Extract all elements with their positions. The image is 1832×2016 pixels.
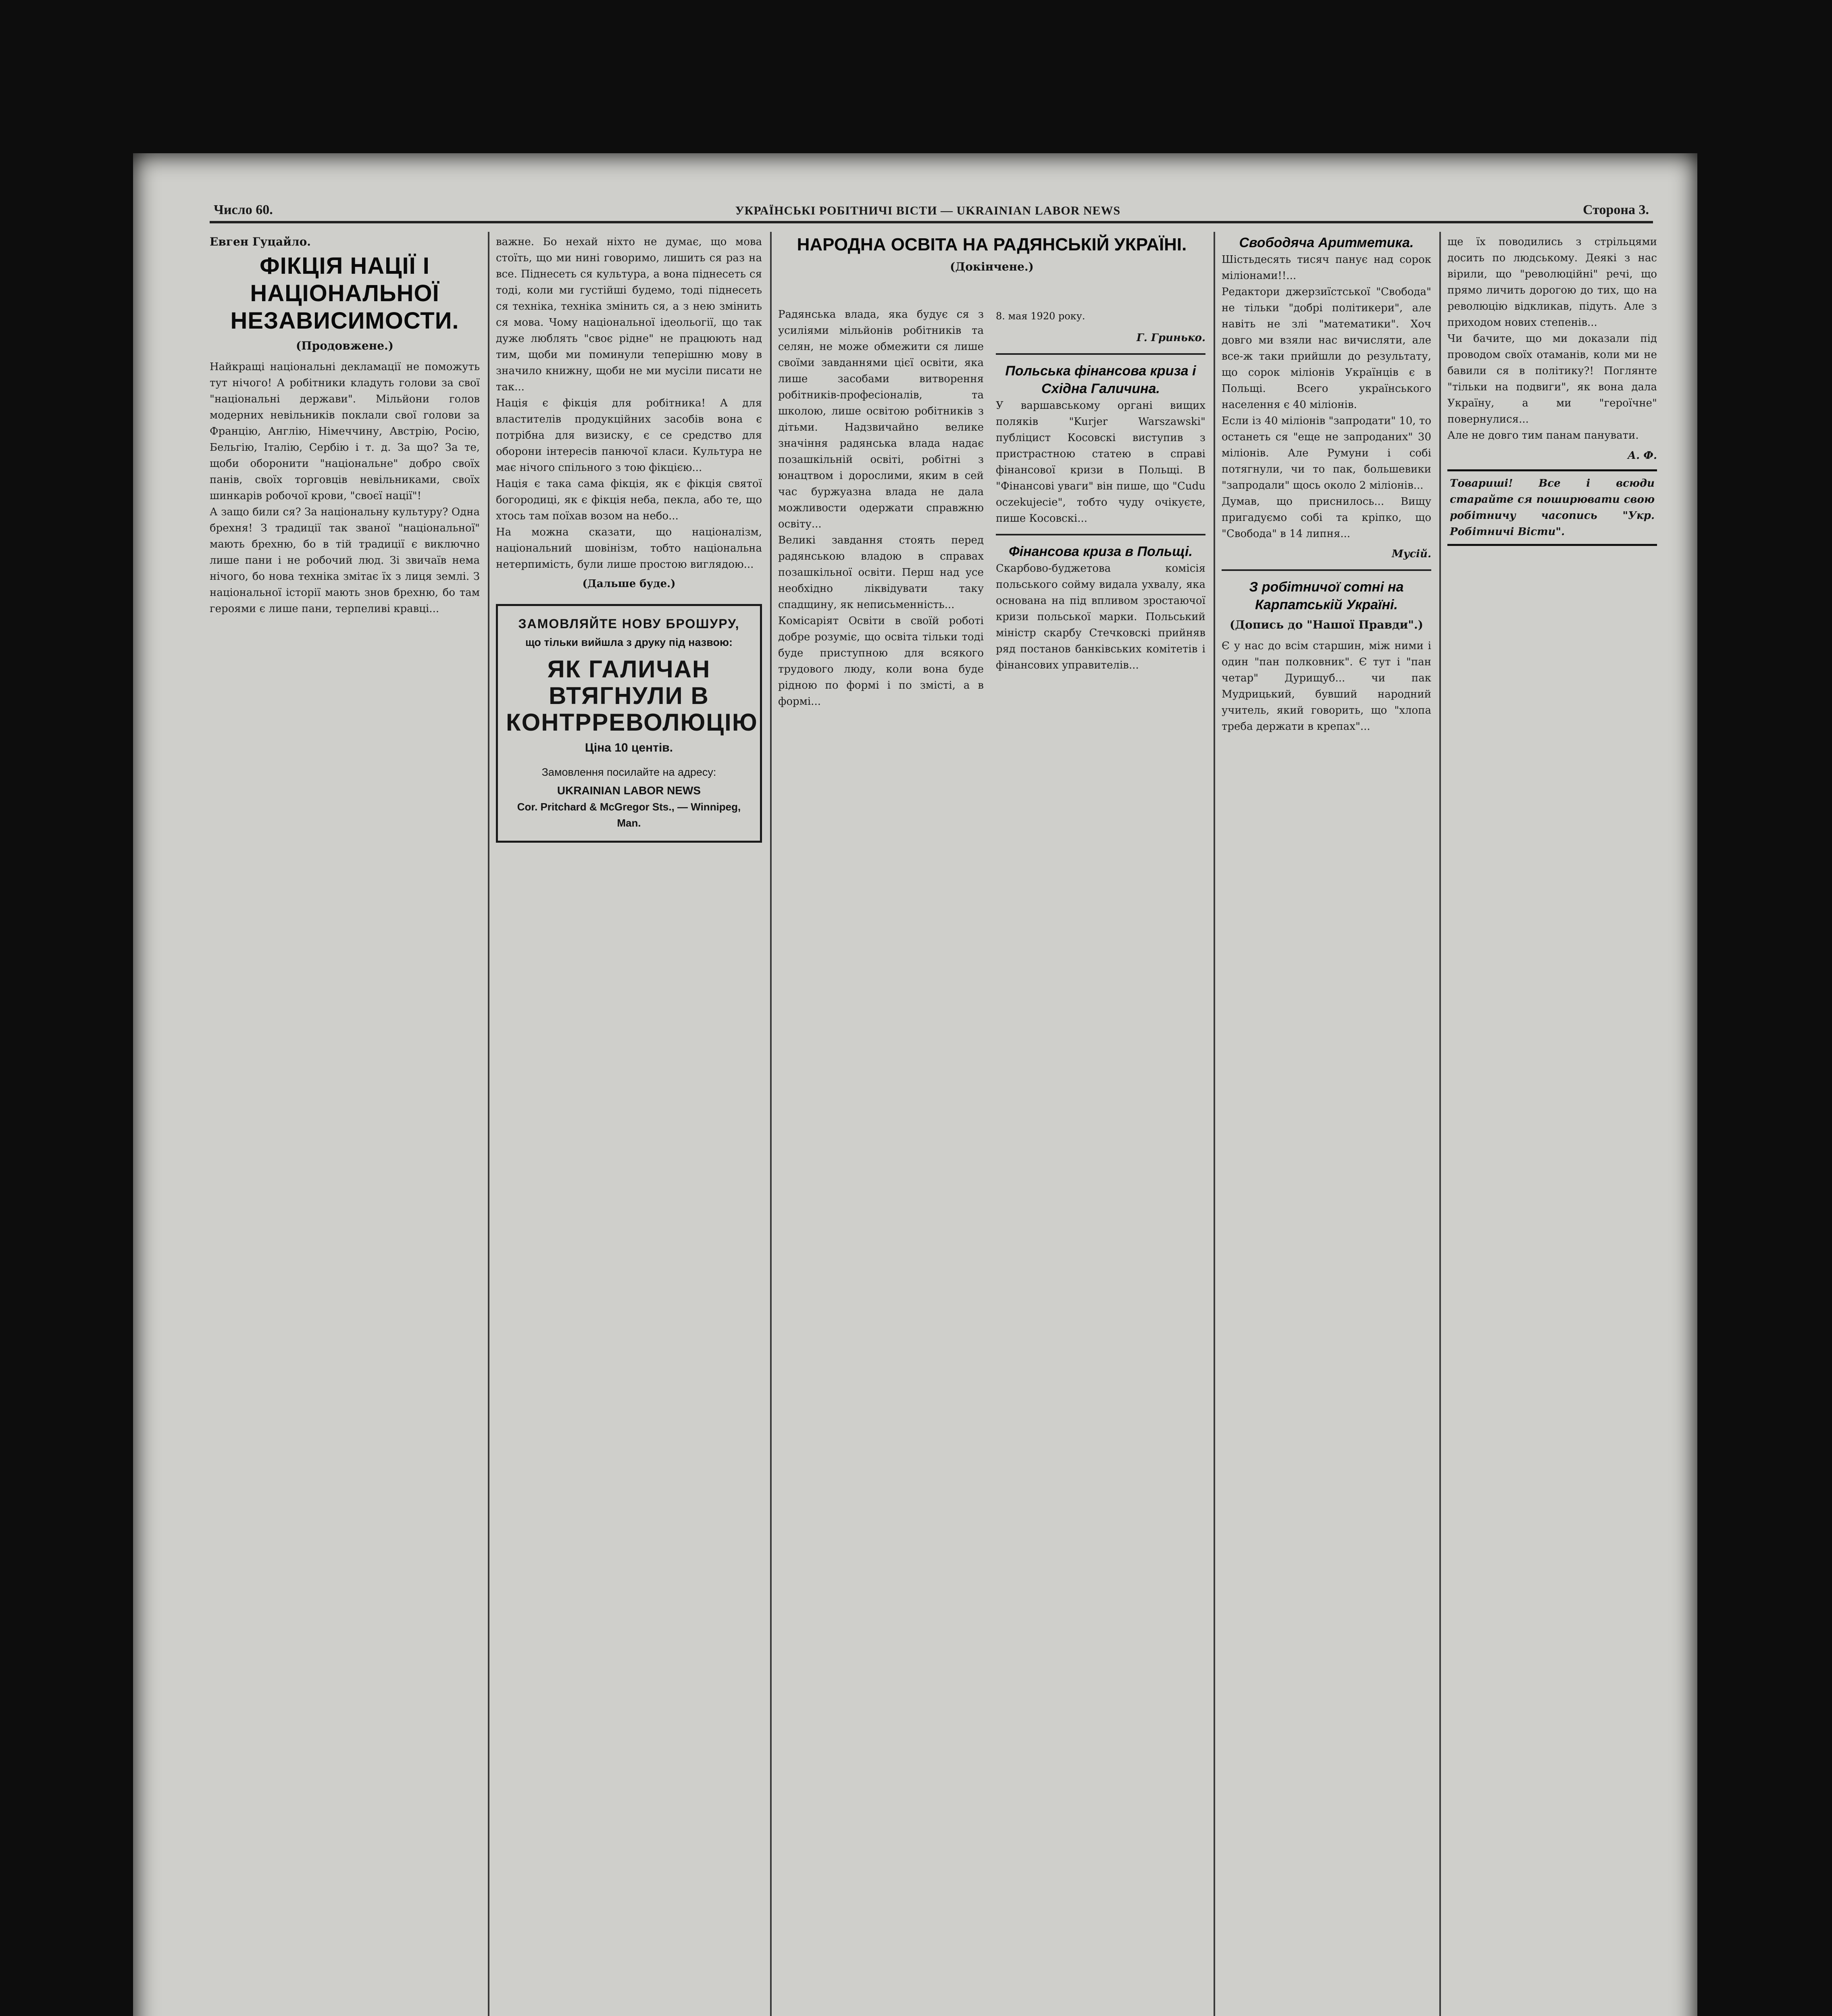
article-body-continued: важне. Бо нехай ніхто не думає, що мова стоїть, що ми нині говоримо, лишить ся раз на все. Піднесеть ся культура, а вона піднесеть ся тоді, коли ми густійші будемо, тоді піднесеть ся техніка, техніка змінить ся, а з нею змінить ся мова. Чому національної ідеольогії, що так дуже люблять "своє рідне" не працюють над тим, щоби ми поминули теперішню мову в значило книжну, щоби не ми мусіли писати не так... Нація є фікція для робітника! А для властителів продукційних засобів вона є потрібна для визиску, є се средство для оборони інтересів панючої класи. Культура не має нічого спільного з тою фікцією... Нація є така сама фікція, як є фікція святої богородиці, як є фікція неба, пекла, або те, що хтось там поїхав возом на небо... На можна сказати, що націоналізм, національний шовінізм, тобто національна нетерпимість, були лише простою виглядою... xyxy=(496,236,762,571)
finance-crisis-title: Фінансова криза в Польщі. xyxy=(1009,544,1193,559)
column-2 xyxy=(496,234,762,2016)
carpathian-title: З робітничої сотні на Карпатській Україні. xyxy=(1249,579,1404,612)
article-title: ФІКЦІЯ НАЦІЇ І НАЦІОНАЛЬНОЇ НЕЗАВИСИМОСТИ. xyxy=(230,253,459,334)
ad-price: Ціна 10 центів. xyxy=(585,741,673,754)
header-rule xyxy=(210,221,1653,223)
issue-number: Число 60. xyxy=(214,202,273,217)
arithmetic-signature: Мусій. xyxy=(1392,548,1431,560)
column-4 xyxy=(1222,234,1435,2016)
arithmetic-body: Шістьдесять тисяч панує над сорок міліонами!!... Редактори джерзиїстської "Свобода" не тільки "добрі політикери", але навіть не злі "математики". Хоч довго ми взяли нас вичисляти, але все-ж таки прийшли до результату, що сорок міліонів Українців є в Польщі. Всего українського населення є 40 міліонів. Если із 40 міліонів "запродати" 10, то останеть ся "еще не запроданих" 30 міліонів. Але Румуни і собі потягнули, чи то пак, большевики "запродали" щось около 2 міліонів... Думав, що приснилось... Вищу пригадуємо собі та кріпко, що "Свобода" в 14 липня... xyxy=(1222,254,1431,540)
finance-crisis-body: Скарбово-буджетова комісія польського сойму видала ухвалу, яка основана на під впливом зростаючої кризи польської марки. Польський міністр скарбу Стечковскі прийняв ряд постанов банківських комітетів і фінансових управителів... xyxy=(996,562,1209,671)
article-subtitle: (Продовжене.) xyxy=(296,339,394,352)
ad-address: Cor. Pritchard & McGregor Sts., — Winnipeg, Man. xyxy=(517,801,741,829)
ad-title: ЯК ГАЛИЧАН ВТЯГНУЛИ В КОНТРРЕВОЛЮЦІЮ xyxy=(506,656,758,736)
column-5-signature: А. Ф. xyxy=(1628,450,1657,462)
section-divider xyxy=(1222,569,1431,571)
ad-line-2: що тільки вийшла з друку під назвою: xyxy=(525,636,733,648)
subscription-notice: Товариші! Все і всюди старайте ся поширювати свою робітничу часопись "Укр. Робітничі Вісти". xyxy=(1447,469,1657,546)
column-3b xyxy=(996,306,1209,2016)
ad-org: UKRAINIAN LABOR NEWS xyxy=(557,784,701,797)
column-rule xyxy=(488,232,489,2016)
page-header xyxy=(214,194,1649,218)
column-rule xyxy=(770,232,772,2016)
column-rule xyxy=(1214,232,1215,2016)
carpathian-body: Є у нас до всім старшин, між ними і один "пан полковник". Є тут і "пан четар" Дурищуб... чи пак Мудрицький, бувший народний учитель, який говорить, що "хлопа треба держати в крепах"... xyxy=(1222,640,1435,733)
polish-crisis-title: Польська фінансова криза і Східна Галичина. xyxy=(1005,363,1196,396)
masthead: УКРАЇНСЬКІ РОБІТНИЧІ ВІСТИ — UKRAINIAN LABOR NEWS xyxy=(735,204,1121,217)
carpathian-body-continued: ще їх поводились з стрільцями досить по людському. Деякі з нас вірили, що "революційні" речі, що прямо личить дорогою до тих, що на революцію відкликав, підуть. Але з приходом нових степенів... Чи бачите, що ми доказали під проводом своїх отаманів, коли ми не бавили ся в політику?! Поглянте "тільки на подвиги", як вона дала Україну, а ми "героїчне" повернулися... Але не довго тим панам панувати. xyxy=(1447,236,1657,442)
education-article-body: Радянська влада, яка будує ся з усиліями мільйонів робітників та селян, не може обмежити ся лише своїми завданнями цієї освіти, яка лише засобами витворення робітників-професіоналів, та школою, лише освітою робітників з дітьми. Надзвичайно велике значіння радянська влада надає позашкільній освіті, робітні з юнацтвом і дорослими, яким в сей час буржуазна влада не дала можливости одержати справжню освіту... Великі завдання стоять перед радянською владою в справах позашкільної освіти. Перш над усе необхідно ліквідувати таку спадщину, як неписьменність... Комісаріят Освіти в своїй роботі добре розуміє, що освіта тільки тоді буде приступною для всякого трудового люду, коли вона буде рідною по формі і по змісті, а в формі... xyxy=(778,308,984,708)
article-author: Евген Гуцайло. xyxy=(210,235,311,248)
section-divider xyxy=(996,534,1205,535)
brochure-advertisement xyxy=(496,604,762,843)
page-number: Сторона 3. xyxy=(1583,202,1649,217)
column-1 xyxy=(210,234,480,2016)
education-article-subtitle: (Докінчене.) xyxy=(950,260,1034,273)
ad-order: Замовлення посилайте на адресу: xyxy=(541,766,716,778)
carpathian-subtitle: (Допись до "Нашої Правди".) xyxy=(1230,618,1423,631)
polish-crisis-body: У варшавському органі вищих поляків "Kurjer Warszawski" публіцист Косовскі виступив з пристрастною статею в справі фінансової кризи в Польщі. В "Фінансові уваги" він пише, що "Cudu oczekujecie", тобто чуду очікуєте, пише Косовскі... xyxy=(996,400,1209,525)
continued-note: (Дальше буде.) xyxy=(582,578,676,590)
ad-line-1: ЗАМОВЛЯЙТЕ НОВУ БРОШУРУ, xyxy=(518,616,740,631)
column-3-header xyxy=(778,234,1205,302)
article-date: 8. мая 1920 року. xyxy=(996,310,1085,322)
newspaper-page xyxy=(133,153,1697,2016)
article-body: Найкращі національні декламації не поможуть тут нічого! А робітники кладуть голови за свої "національні держави". Мільйони голов модерних невільників поклали свої голови за Францію, Англію, Німеччину, Австрію, Росію, Бельгію, Італію, Сербію і т. д. За що? За те, щоби оборонити "національне" добро своїх панів, своїх торговців невільниками, своїх шинкарів робочої крови, "своєї нації"! А защо били ся? За національну культуру? Одна брехня! З традиції так званої "національної" мають брехню, бо в тій традиції є виключно лише пани і не робочий люд. Зі звичаїв нема нічого, бо нова техніка змітає їх з лиця землі. З національної історії мають знов брехню, бо там героями є лише пани, терпеливі кравці... xyxy=(210,361,480,615)
education-article-title: НАРОДНА ОСВІТА НА РАДЯНСЬКІЙ УКРАЇНІ. xyxy=(797,235,1187,254)
arithmetic-title: Свободяча Аритметика. xyxy=(1239,235,1414,250)
article-signature: Г. Гринько. xyxy=(1136,332,1205,344)
column-3a xyxy=(778,306,984,2016)
section-divider xyxy=(996,353,1205,355)
column-rule xyxy=(1439,232,1441,2016)
column-5 xyxy=(1447,234,1657,2016)
